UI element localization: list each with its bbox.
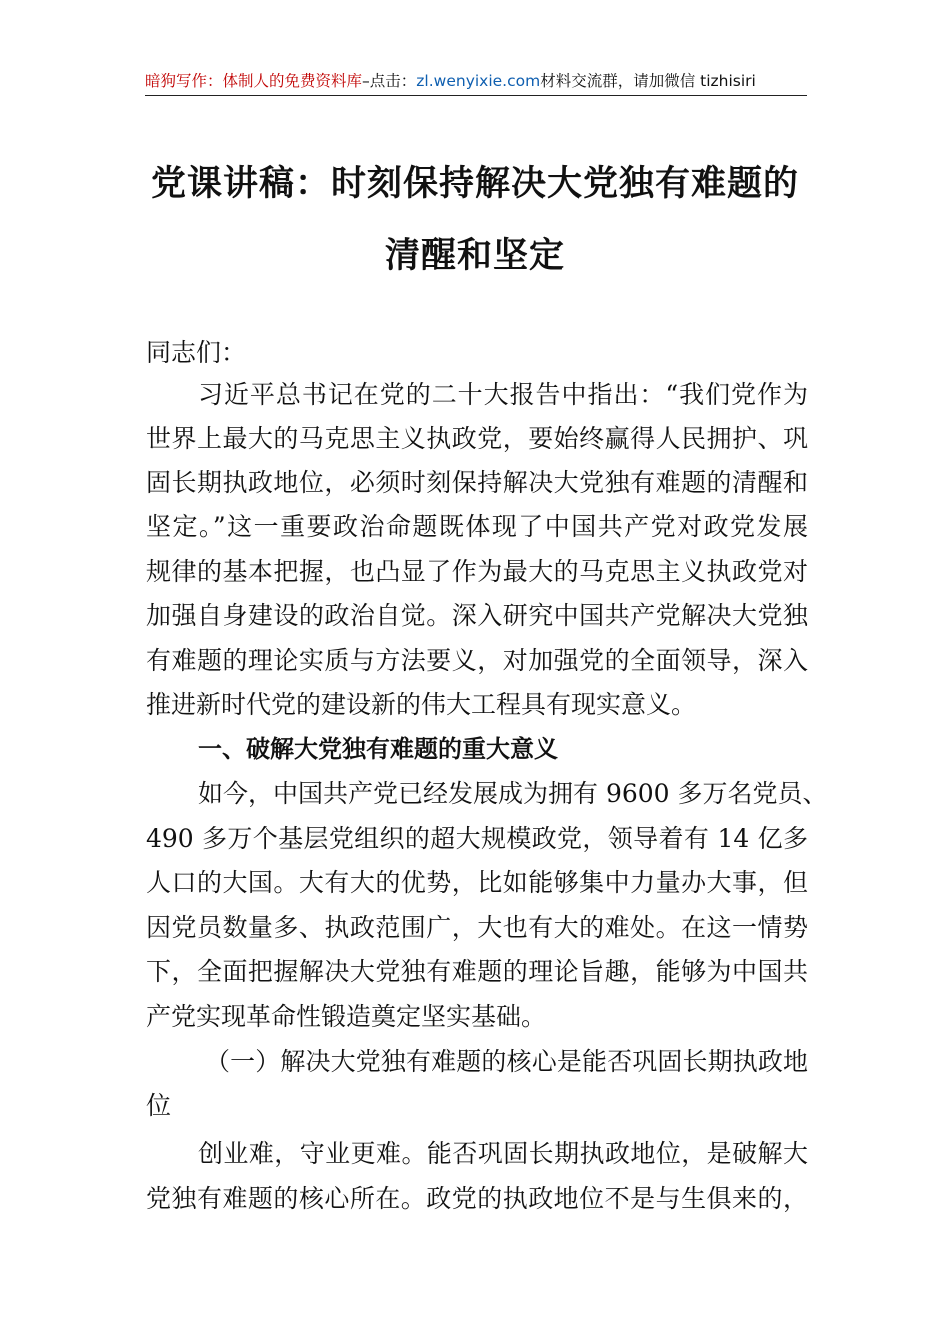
paragraph-line: 如今，中国共产党已经发展成为拥有 9600 多万名党员、: [198, 779, 828, 808]
paragraph-line: 有难题的理论实质与方法要义，对加强党的全面领导，深入: [146, 646, 808, 675]
paragraph-line: 坚定。”这一重要政治命题既体现了中国共产党对政党发展: [146, 512, 808, 541]
paragraph-line: 490 多万个基层党组织的超大规模政党，领导着有 14 亿多: [146, 824, 808, 853]
paragraph-line: 产党实现革命性锻造奠定坚实基础。: [146, 1002, 547, 1031]
paragraph-line: 规律的基本把握，也凸显了作为最大的马克思主义执政党对: [146, 557, 808, 586]
section-heading: 一、破解大党独有难题的重大意义: [198, 735, 558, 763]
paragraph-line: 人口的大国。大有大的优势，比如能够集中力量办大事，但: [146, 868, 808, 897]
paragraph-line: 创业难，守业更难。能否巩固长期执政地位，是破解大: [198, 1139, 808, 1168]
header-divider: [145, 95, 807, 96]
subsection-heading-line-1: （一）解决大党独有难题的核心是能否巩固长期执政地: [205, 1047, 808, 1076]
document-title-line-1: 党课讲稿：时刻保持解决大党独有难题的: [150, 163, 799, 204]
paragraph-line: 因党员数量多、执政范围广，大也有大的难处。在这一情势: [146, 913, 808, 942]
paragraph-line: 习近平总书记在党的二十大报告中指出：“我们党作为: [198, 380, 808, 409]
document-title-line-2: 清醒和坚定: [384, 235, 565, 276]
header-site-name: 暗狗写作：体制人的免费资料库: [145, 72, 363, 90]
header-group-note: 材料交流群，请加微信 tizhisiri: [540, 72, 756, 90]
header-click-prompt: –点击：: [362, 72, 417, 90]
paragraph-line: 固长期执政地位，必须时刻保持解决大党独有难题的清醒和: [146, 468, 808, 497]
paragraph-line: 世界上最大的马克思主义执政党，要始终赢得人民拥护、巩: [146, 424, 808, 453]
salutation: 同志们：: [146, 338, 247, 367]
header-url-link[interactable]: zl.wenyixie.com: [416, 72, 541, 90]
paragraph-line: 推进新时代党的建设新的伟大工程具有现实意义。: [146, 690, 697, 719]
subsection-heading-line-2: 位: [146, 1091, 172, 1120]
paragraph-line: 下，全面把握解决大党独有难题的理论旨趣，能够为中国共: [146, 957, 808, 986]
paragraph-line: 党独有难题的核心所在。政党的执政地位不是与生俱来的，: [146, 1184, 808, 1213]
page-header: [145, 68, 807, 94]
paragraph-line: 加强自身建设的政治自觉。深入研究中国共产党解决大党独: [146, 601, 808, 630]
